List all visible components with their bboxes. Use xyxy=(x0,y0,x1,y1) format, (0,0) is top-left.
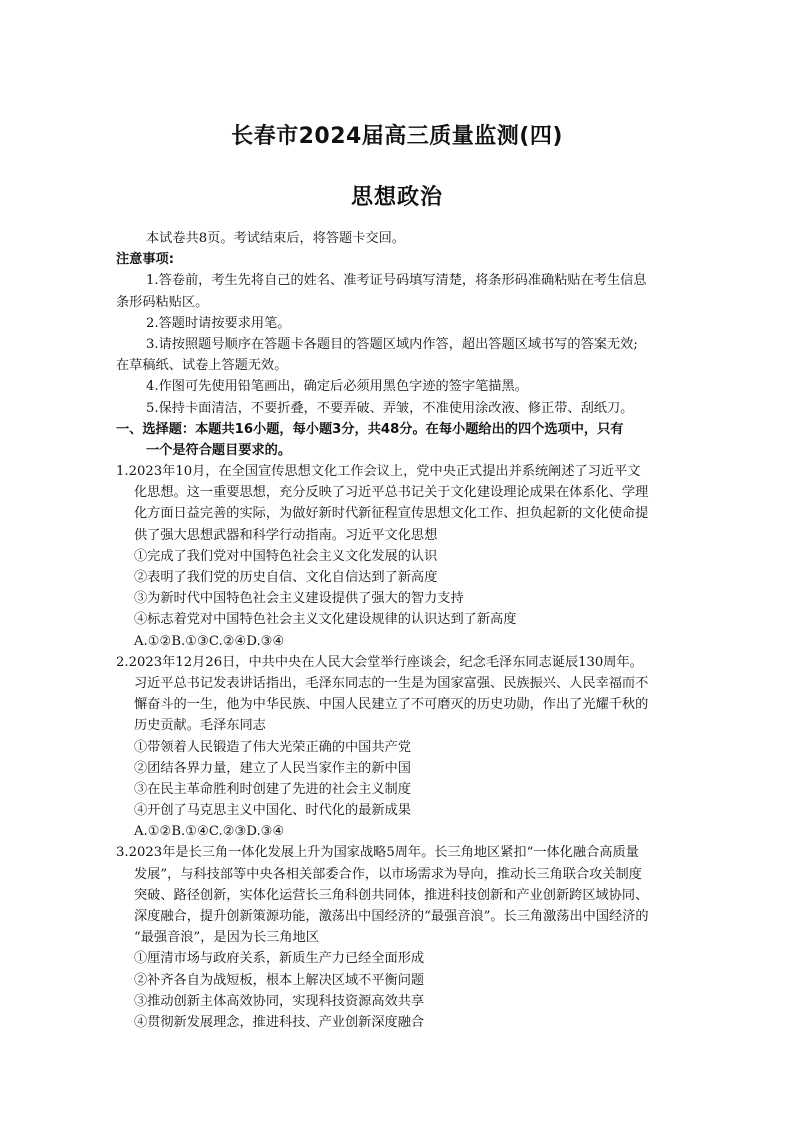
question-option: ②表明了我们党的历史自信、文化自信达到了新高度 xyxy=(134,570,438,585)
question-option: ④标志着党对中国特色社会主义文化建设规律的认识达到了新高度 xyxy=(134,612,517,628)
notice-item-cont: 条形码粘贴区。 xyxy=(116,294,209,310)
question-stem: 2.2023年12月26日，中共中央在人民大会堂举行座谈会，纪念毛泽东同志诞辰130周年。 xyxy=(116,654,643,670)
answer-choices: A.①②B.①④C.②③D.③④ xyxy=(134,824,285,840)
question-stem-cont: 懈奋斗的一生，他为中华民族、中国人民建立了不可磨灭的历史功勋，作出了光耀千秋的 xyxy=(134,697,649,713)
question-stem-cont: 供了强大思想武器和科学行动指南。习近平文化思想 xyxy=(134,527,438,543)
question-stem: 1.2023年10月，在全国宣传思想文化工作会议上，党中央正式提出并系统阐述了习近平文 xyxy=(116,464,641,480)
notice-heading: 注意事项: xyxy=(116,252,175,268)
question-option: ③为新时代中国特色社会主义建设提供了强大的智力支持 xyxy=(134,591,464,607)
intro-text: 本试卷共8页。考试结束后，将答题卡交回。 xyxy=(146,231,405,246)
question-stem-cont: 习近平总书记发表讲话指出，毛泽东同志的一生是为国家富强、民族振兴、人民幸福而不 xyxy=(134,675,649,691)
question-stem-cont: 化思想。这一重要思想，充分反映了习近平总书记关于文化建设理论成果在体系化、学理 xyxy=(134,485,649,501)
answer-choices: A.①②B.①③C.②④D.③④ xyxy=(134,633,285,649)
question-option: ①带领着人民锻造了伟大光荣正确的中国共产党 xyxy=(134,739,411,755)
question-stem: 3.2023年是长三角一体化发展上升为国家战略5周年。长三角地区紧扣“一体化融合高质量 xyxy=(116,845,639,861)
exam-title: 长春市2024届高三质量监测(四) xyxy=(231,124,563,149)
question-stem-cont: 突破、路径创新，实体化运营长三角科创共同体，推进科技创新和产业创新跨区域协同、 xyxy=(134,887,649,903)
question-stem-cont: 发展”，与科技部等中央各相关部委合作，以市场需求为导向，推动长三角联合攻关制度 xyxy=(134,866,642,882)
exam-content xyxy=(116,228,682,1033)
question-stem-cont: 深度融合，提升创新策源功能，激荡出中国经济的“最强音浪”。长三角激荡出中国经济的 xyxy=(134,909,649,924)
section-heading: 一、选择题：本题共16小题，每小题3分，共48分。在每小题给出的四个选项中，只有 xyxy=(116,421,624,437)
question-option: ②补齐各自为战短板，根本上解决区域不平衡问题 xyxy=(134,972,425,988)
notice-item: 4.作图可先使用铅笔画出，确定后必须用黑色字迹的签字笔描黑。 xyxy=(146,379,528,395)
question-option: ②团结各界力量，建立了人民当家作主的新中国 xyxy=(134,760,411,776)
question-stem-cont: 化方面日益完善的实际，为做好新时代新征程宣传思想文化工作、担负起新的文化使命提 xyxy=(134,506,649,522)
section-heading-cont: 一个是符合题目要求的。 xyxy=(146,442,292,458)
notice-item-cont: 在草稿纸、试卷上答题无效。 xyxy=(116,358,288,374)
exam-subject: 思想政治 xyxy=(350,185,443,210)
notice-item: 3.请按照题号顺序在答题卡各题目的答题区域内作答，超出答题区域书写的答案无效; xyxy=(146,336,638,352)
question-option: ①厘清市场与政府关系，新质生产力已经全面形成 xyxy=(134,951,425,967)
notice-item: 5.保持卡面清洁，不要折叠，不要弄破、弄皱，不准使用涂改液、修正带、刮纸刀。 xyxy=(146,400,634,416)
question-stem-cont: 历史贡献。毛泽东同志 xyxy=(134,718,266,734)
question-option: ③推动创新主体高效协同，实现科技资源高效共享 xyxy=(134,993,425,1009)
question-option: ①完成了我们党对中国特色社会主义文化发展的认识 xyxy=(134,548,438,564)
question-option: ④开创了马克思主义中国化、时代化的最新成果 xyxy=(134,803,411,819)
question-option: ④贯彻新发展理念，推进科技、产业创新深度融合 xyxy=(134,1014,425,1030)
question-option: ③在民主革命胜利时创建了先进的社会主义制度 xyxy=(134,781,411,797)
notice-item: 2.答题时请按要求用笔。 xyxy=(146,315,291,331)
notice-item: 1.答卷前，考生先将自己的姓名、准考证号码填写清楚，将条形码准确粘贴在考生信息 xyxy=(146,273,647,289)
question-stem-cont: “最强音浪”，是因为长三角地区 xyxy=(134,930,319,946)
